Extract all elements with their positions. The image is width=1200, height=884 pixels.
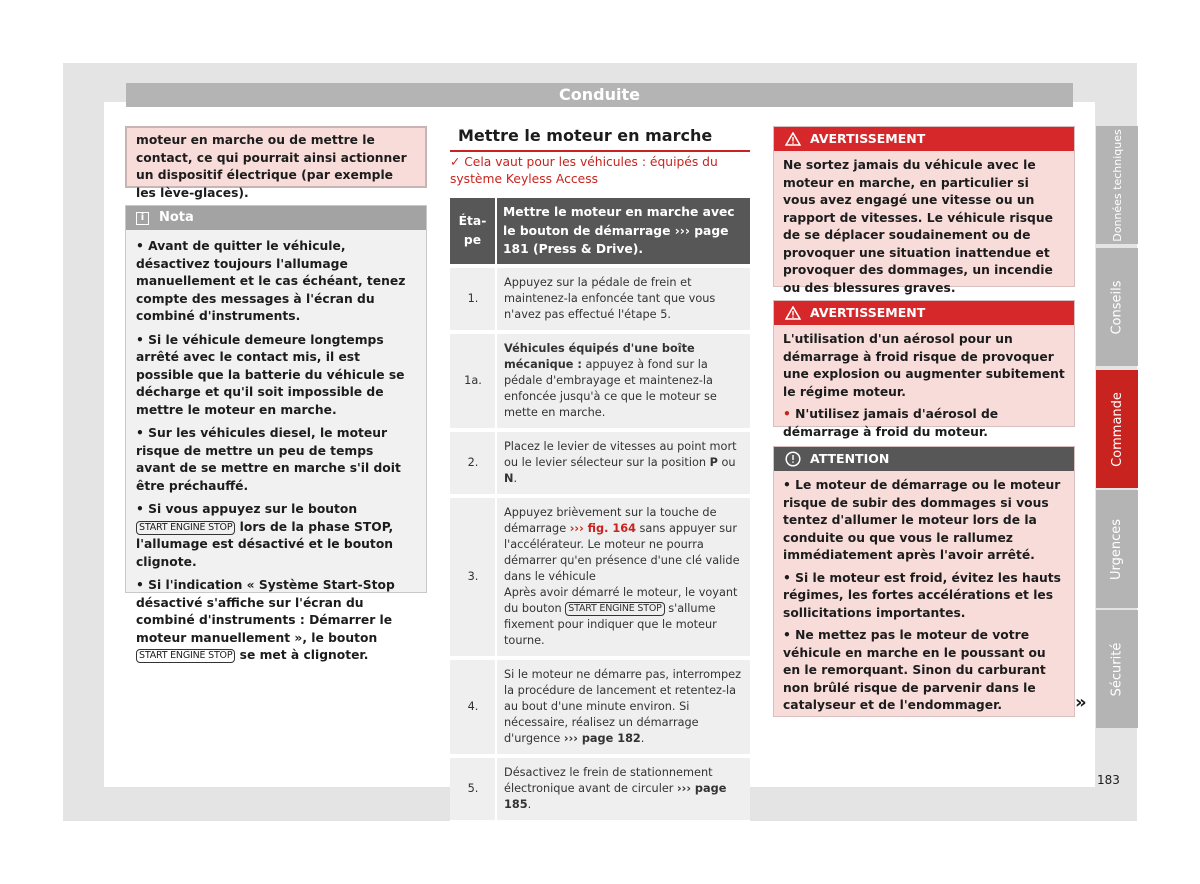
warning-title: AVERTISSEMENT <box>810 131 926 146</box>
attention-box <box>773 446 1075 717</box>
attention-body <box>774 471 1074 715</box>
note-box <box>125 205 427 662</box>
steps-table <box>450 198 750 824</box>
tab-urgences[interactable] <box>1096 490 1138 608</box>
step-text: Si le moteur ne démarre pas, interrompez la procédure de lancement et retentez-la au bout d'une minute environ. Si nécessaire, réalisez un démarrage d'urgence ››› page 182. <box>496 658 750 756</box>
table-header-description: Mettre le moteur en marche avec le bouton de démarrage ››› page 181 (Press & Drive). <box>496 198 750 266</box>
attention-item: • Ne mettez pas le moteur de votre véhicule en marche en le poussant ou en le remorquant. Sinon du carburant non brûlé risque de parvenir dans le catalyseur et de l'endommager. <box>783 628 1046 712</box>
continued-warning-text: moteur en marche ou de mettre le contact, ce qui pourrait ainsi actionner un dispositif électrique (par exemple les lève-glaces). <box>136 133 407 200</box>
start-engine-stop-key: START ENGINE STOP <box>136 649 235 663</box>
table-row <box>450 756 750 822</box>
step-number: 1a. <box>450 332 496 430</box>
table-header-step: Étape <box>450 198 496 266</box>
table-row <box>450 430 750 496</box>
warning-text: L'utilisation d'un aérosol pour un démarrage à froid risque de provoquer une explosion ou augmenter subitement le régime moteur. <box>783 332 1065 399</box>
step-number: 4. <box>450 658 496 756</box>
warning-header <box>774 301 1074 325</box>
note-item: • Si l'indication « Système Start-Stop désactivé s'affiche sur l'écran du combiné d'instruments : Démarrer le moteur manuellement », le bouton START ENGINE STOP se met à clignoter. <box>136 578 395 662</box>
warning-triangle-icon <box>785 132 801 146</box>
page-reference-link[interactable]: ››› page 182 <box>563 731 641 745</box>
start-engine-stop-key: START ENGINE STOP <box>565 602 664 616</box>
step-number: 3. <box>450 496 496 658</box>
table-row <box>450 658 750 756</box>
step-text: Véhicules équipés d'une boîte mécanique : appuyez à fond sur la pédale d'embrayage et maintenez-la enfoncée jusqu'à ce que le moteur se mette en marche. <box>496 332 750 430</box>
warning-header <box>774 127 1074 151</box>
step-number: 2. <box>450 430 496 496</box>
note-item: • Si vous appuyez sur le bouton START ENGINE STOP lors de la phase STOP, l'allumage est désactivé et le bouton clignote. <box>136 502 394 569</box>
page-reference-link[interactable]: ››› page 181 <box>503 223 729 256</box>
attention-item: • Le moteur de démarrage ou le moteur risque de subir des dommages si vous tentez d'allumer le moteur lors de la conduite ou que vous le rallumez immédiatement après l'avoir arrêté. <box>783 478 1061 562</box>
page-number: 183 <box>1097 773 1120 787</box>
attention-item: • Si le moteur est froid, évitez les hauts régimes, les fortes accélérations et les sollicitations importantes. <box>783 570 1061 620</box>
tab-label: Commande <box>1109 391 1125 467</box>
warning-body <box>774 151 1074 297</box>
figure-reference-link[interactable]: ››› fig. 164 <box>569 521 636 535</box>
tab-label: Sécurité <box>1109 642 1125 696</box>
warning-text: Ne sortez jamais du véhicule avec le moteur en marche, en particulier si vous avez engagé une vitesse ou un rapport de vitesses. Le véhicule risque de se déplacer soudainement ou de provoquer une situation inattendue et provoquer des dommages, un incendie ou des blessures graves. <box>783 158 1053 295</box>
page-reference-link[interactable]: ››› page 185 <box>504 781 727 811</box>
table-row <box>450 496 750 658</box>
tab-label: Conseils <box>1109 279 1125 335</box>
tab-donnees-techniques[interactable] <box>1096 126 1138 244</box>
start-engine-stop-key: START ENGINE STOP <box>136 521 235 535</box>
note-body <box>126 230 426 665</box>
table-header-row <box>450 198 750 266</box>
warning-title: AVERTISSEMENT <box>810 305 926 320</box>
tab-commande[interactable] <box>1096 370 1138 488</box>
note-item: • Si le véhicule demeure longtemps arrêté avec le contact mis, il est possible que la batterie du véhicule se décharge et qu'il soit impossible de mettre le moteur en marche. <box>136 332 405 417</box>
continued-warning-box <box>125 126 427 200</box>
warning-triangle-icon <box>785 306 801 320</box>
note-title: Nota <box>159 210 194 225</box>
applies-to-text: ✓ Cela vaut pour les véhicules : équipés du système Keyless Access <box>450 155 718 186</box>
warning-bullet-item: • N'utilisez jamais d'aérosol de démarrage à froid du moteur. <box>783 407 999 439</box>
info-icon: i <box>136 212 149 225</box>
tab-conseils[interactable] <box>1096 248 1138 366</box>
step-number: 5. <box>450 756 496 822</box>
step-text: Désactivez le frein de stationnement électronique avant de circuler ››› page 185. <box>496 756 750 822</box>
table-row <box>450 266 750 332</box>
step-number: 1. <box>450 266 496 332</box>
warning-box-2 <box>773 300 1075 439</box>
step-text: Placez le levier de vitesses au point mort ou le levier sélecteur sur la position P ou N. <box>496 430 750 496</box>
continue-mark: » <box>1075 692 1087 713</box>
warning-body <box>774 325 1074 441</box>
tab-label: Urgences <box>1109 518 1125 580</box>
warning-box-1 <box>773 126 1075 295</box>
attention-header <box>774 447 1074 471</box>
tab-label: Données techniques <box>1110 128 1124 242</box>
note-header <box>126 206 426 230</box>
section-title: Mettre le moteur en marche <box>450 124 750 152</box>
attention-title: ATTENTION <box>810 451 890 466</box>
exclamation-circle-icon <box>785 451 801 467</box>
step-text: Appuyez brièvement sur la touche de démarrage ››› fig. 164 sans appuyer sur l'accélérateur. Le moteur ne pourra démarrer qu'en présence d'une clé valide dans le véhicule Après avoir démarré le moteur, le voyant du bouton START ENGINE STOP s'allume fixement pour indiquer que le moteur tourne. <box>496 496 750 658</box>
chapter-header: Conduite <box>126 83 1073 107</box>
note-item: • Avant de quitter le véhicule, désactivez toujours l'allumage manuellement et le cas échéant, tenez compte des messages à l'écran du combiné d'instruments. <box>136 239 406 323</box>
tab-securite[interactable] <box>1096 610 1138 728</box>
step-text: Appuyez sur la pédale de frein et maintenez-la enfoncée tant que vous n'avez pas effectué l'étape 5. <box>496 266 750 332</box>
note-item: • Sur les véhicules diesel, le moteur risque de mettre un peu de temps avant de se mettre en marche s'il doit être préchauffé. <box>136 426 401 493</box>
table-row <box>450 332 750 430</box>
